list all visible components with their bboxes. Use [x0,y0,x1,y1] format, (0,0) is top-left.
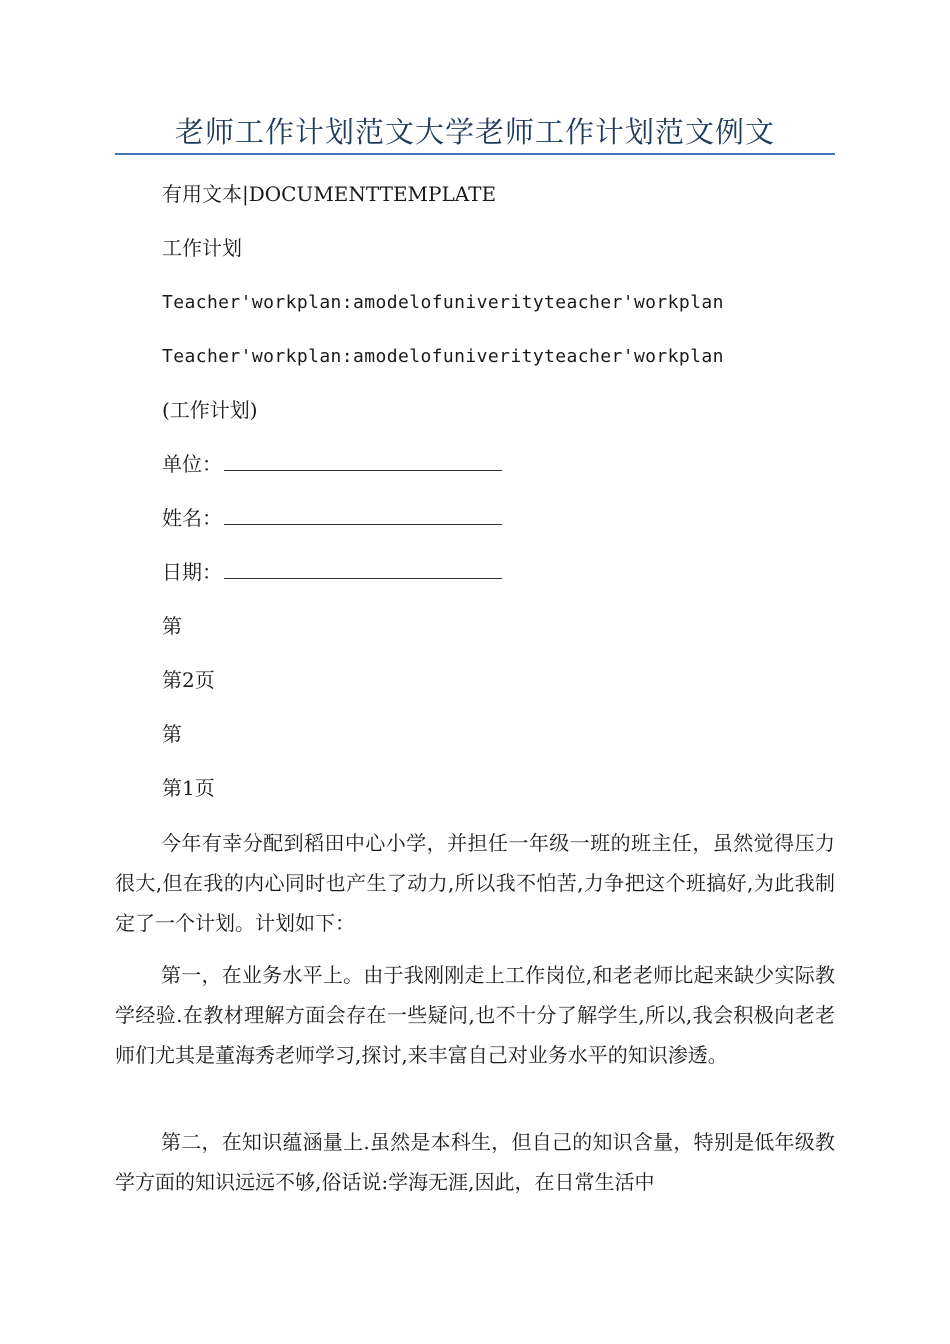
page-marker-2: 第 [162,722,182,746]
field-name-label: 姓名： [162,506,222,530]
header-line: 有用文本|DOCUMENTTEMPLATE [162,182,497,206]
field-date [162,558,502,586]
work-plan-heading: 工作计划 [162,236,242,260]
field-date-label: 日期： [162,560,222,584]
title-underline [115,153,835,155]
english-title-line-1: Teacher'workplan:amodelofuniverityteacher'workplan [162,292,724,313]
body-paragraph-2: 第一，在业务水平上。由于我刚刚走上工作岗位,和老老师比起来缺少实际教学经验.在教材理解方面会存在一些疑问,也不十分了解学生,所以,我会积极向老老师们尤其是董海秀老师学习,探讨,来丰富自己对业务水平的知识渗透。 [115,963,835,1067]
field-name [162,504,502,532]
work-plan-paren: (工作计划) [162,398,258,422]
body-paragraph-1: 今年有幸分配到稻田中心小学，并担任一年级一班的班主任，虽然觉得压力很大,但在我的内心同时也产生了动力,所以我不怕苦,力争把这个班搞好,为此我制定了一个计划。计划如下： [115,831,835,935]
document-title: 老师工作计划范文大学老师工作计划范文例文 [174,115,775,149]
page-label-2: 第2页 [162,668,215,692]
body-paragraph-3: 第二，在知识蕴涵量上.虽然是本科生，但自己的知识含量，特别是低年级教学方面的知识远远不够,俗话说:学海无涯,因此，在日常生活中 [115,1130,835,1194]
page-label-1: 第1页 [162,776,215,800]
field-name-blank [224,504,502,525]
field-date-blank [224,558,502,579]
field-unit-blank [224,450,502,471]
field-unit-label: 单位： [162,452,222,476]
page-marker-1: 第 [162,614,182,638]
english-title-line-2: Teacher'workplan:amodelofuniverityteacher'workplan [162,346,724,367]
field-unit [162,450,502,478]
